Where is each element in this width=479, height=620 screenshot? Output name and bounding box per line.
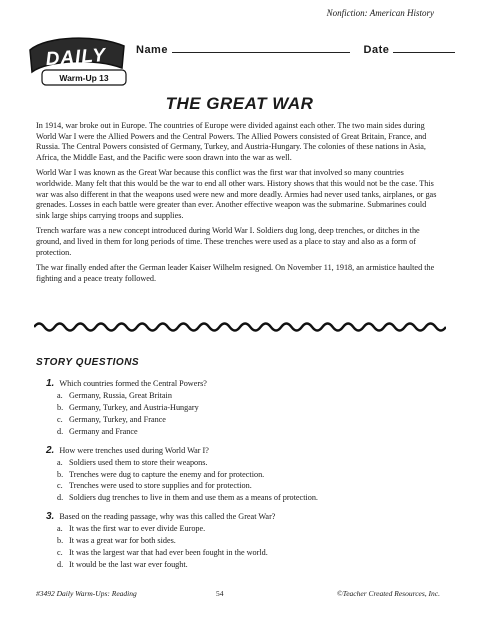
option-letter: b. [57, 402, 64, 412]
answer-option[interactable] [57, 414, 446, 426]
option-text: Germany, Turkey, and Austria-Hungary [69, 402, 199, 412]
daily-warmup-logo [26, 30, 130, 90]
passage-paragraph: World War I was known as the Great War because this conflict was the first war that involved so many countries worldwide. Many felt that this would be the war to end all other wars. History shows that this would not be the case. This war was also different in that the weapons used were new and more deadly. Armies had never used tanks, airplanes, or gas grenades. Losses in each battle were greater than ever. Another effective weapon was the submarine. Submarines could sink large ships carrying troops and supplies. [36, 168, 437, 220]
date-line[interactable] [393, 42, 455, 53]
passage-paragraph: In 1914, war broke out in Europe. The countries of Europe were divided against each other. The two main sides during World War I were the Allied Powers and the Central Powers. The Allied Powers consisted of Great Britain, France, and Russia. The Central Powers consisted of Germany, Turkey, and Austria-Hungary. The colonies of these nations in Asia, Africa, the Middle East, and the Pacific were soon drawn into the war as well. [36, 121, 427, 162]
story-questions-heading: STORY QUESTIONS [36, 357, 140, 368]
reading-passage [36, 121, 440, 289]
name-label: Name [136, 44, 168, 56]
option-text: Germany, Russia, Great Britain [69, 391, 172, 400]
option-text: It would be the last war ever fought. [69, 559, 188, 569]
page-title: THE GREAT WAR [165, 94, 314, 113]
question-text: Which countries formed the Central Powers? [59, 379, 207, 388]
option-letter: c. [57, 414, 63, 424]
option-text: It was the largest war that had ever been fought in the world. [69, 548, 268, 558]
question-text: Based on the reading passage, why was this called the Great War? [59, 512, 276, 522]
question-item [46, 445, 446, 505]
option-letter: b. [57, 536, 64, 546]
answer-option[interactable] [57, 469, 446, 481]
option-letter: d. [57, 559, 64, 569]
option-letter: b. [57, 469, 64, 479]
logo-word: DAILY [45, 44, 107, 71]
page-number: 54 [216, 589, 224, 598]
option-letter: a. [57, 524, 63, 534]
name-line[interactable] [172, 42, 350, 53]
option-text: It was the first war to ever divide Europe. [69, 524, 206, 534]
date-label: Date [363, 44, 390, 56]
question-number: 1. [46, 378, 55, 389]
footer-book-title: #3492 Daily Warm-Ups: Reading [36, 589, 137, 598]
option-text: Trenches were dug to capture the enemy and for protection. [69, 469, 265, 479]
footer-copyright: ©Teacher Created Resources, Inc. [337, 589, 440, 598]
option-letter: d. [57, 493, 64, 503]
option-text: Soldiers dug trenches to live in them and use them as a means of protection. [69, 493, 318, 503]
option-letter: d. [57, 426, 64, 436]
answer-option[interactable] [57, 390, 446, 402]
answer-option[interactable] [57, 523, 446, 535]
question-item [46, 378, 446, 438]
answer-option[interactable] [57, 535, 446, 547]
logo-subtitle: Warm-Up 13 [59, 73, 109, 83]
wavy-divider [34, 320, 446, 334]
answer-option[interactable] [57, 457, 446, 469]
option-text: Trenches were used to store supplies and for protection. [69, 481, 252, 491]
answer-option[interactable] [57, 547, 446, 559]
answer-option[interactable] [57, 402, 446, 414]
answer-option[interactable] [57, 426, 446, 438]
answer-option[interactable] [57, 480, 446, 492]
question-item [46, 511, 446, 571]
option-text: Germany, Turkey, and France [69, 414, 166, 424]
question-number: 3. [46, 511, 55, 523]
questions-list [46, 378, 446, 578]
option-text: Germany and France [69, 426, 138, 436]
category-label: Nonfiction: American History [326, 8, 434, 18]
answer-option[interactable] [57, 492, 446, 504]
option-letter: c. [57, 548, 63, 558]
passage-paragraph: The war finally ended after the German leader Kaiser Wilhelm resigned. On November 11, 1918, an armistice haulted the fighting and a peace treaty followed. [36, 263, 435, 283]
option-letter: a. [57, 391, 63, 400]
option-letter: c. [57, 481, 63, 491]
question-text: How were trenches used during World War I? [59, 445, 209, 455]
option-letter: a. [57, 457, 63, 467]
option-text: Soldiers used them to store their weapons. [69, 457, 208, 467]
answer-option[interactable] [57, 559, 446, 571]
option-text: It was a great war for both sides. [69, 536, 176, 546]
passage-paragraph: Trench warfare was a new concept introduced during World War I. Soldiers dug long, deep trenches, or ditches in the ground, and lived in them for long periods of time. These trenches were used as a place to stay and also as a form of protection. [36, 226, 420, 257]
name-date-row [136, 42, 455, 56]
question-number: 2. [46, 444, 55, 456]
